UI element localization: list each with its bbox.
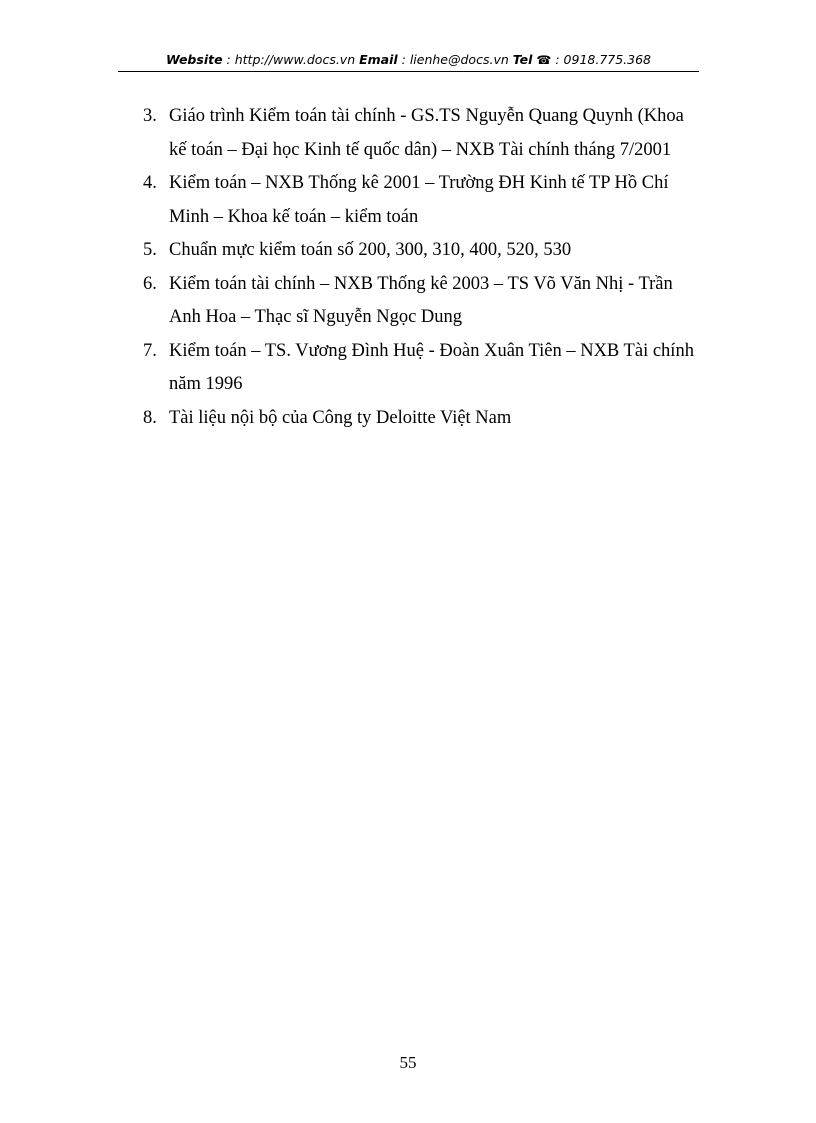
page-number: 55: [399, 1053, 417, 1072]
reference-text: Tài liệu nội bộ của Công ty Deloitte Việt Nam: [169, 407, 512, 428]
page-header: [118, 50, 699, 72]
email-link[interactable]: : lienhe@docs.vn: [397, 52, 513, 67]
reference-number: 3.: [143, 106, 157, 126]
list-item: [143, 268, 703, 335]
reference-text: Kiểm toán – TS. Vương Đình Huệ - Đoàn Xuân Tiên – NXB Tài chính năm 1996: [169, 340, 694, 394]
email-label: Email: [359, 52, 398, 67]
reference-text: Giáo trình Kiểm toán tài chính - GS.TS Nguyễn Quang Quynh (Khoa kế toán – Đại học Kinh tế quốc dân) – NXB Tài chính tháng 7/2001: [169, 106, 684, 160]
reference-number: 7.: [143, 340, 157, 361]
website-label: Website: [165, 52, 223, 67]
reference-number: 5.: [143, 240, 157, 260]
list-item: [143, 167, 703, 234]
header-divider: [118, 71, 699, 72]
reference-text: Chuẩn mực kiểm toán số 200, 300, 310, 400, 520, 530: [169, 240, 572, 260]
reference-number: 8.: [143, 407, 157, 428]
tel-label: Tel: [512, 52, 533, 67]
reference-number: 4.: [143, 173, 157, 193]
list-item: [143, 402, 703, 436]
phone-icon: ☎: [536, 53, 552, 67]
list-item: [143, 335, 703, 402]
list-item: [143, 234, 703, 268]
list-item: [143, 100, 703, 167]
tel-value: : 0918.775.368: [551, 52, 652, 67]
reference-number: 6.: [143, 273, 157, 294]
reference-text: Kiểm toán tài chính – NXB Thống kê 2003 – TS Võ Văn Nhị - Trần Anh Hoa – Thạc sĩ Nguyễn Ngọc Dung: [169, 273, 673, 327]
reference-text: Kiểm toán – NXB Thống kê 2001 – Trường ĐH Kinh tế TP Hồ Chí Minh – Khoa kế toán – kiểm toán: [169, 173, 669, 227]
reference-list: [143, 100, 703, 435]
website-link[interactable]: : http://www.docs.vn: [222, 52, 360, 67]
